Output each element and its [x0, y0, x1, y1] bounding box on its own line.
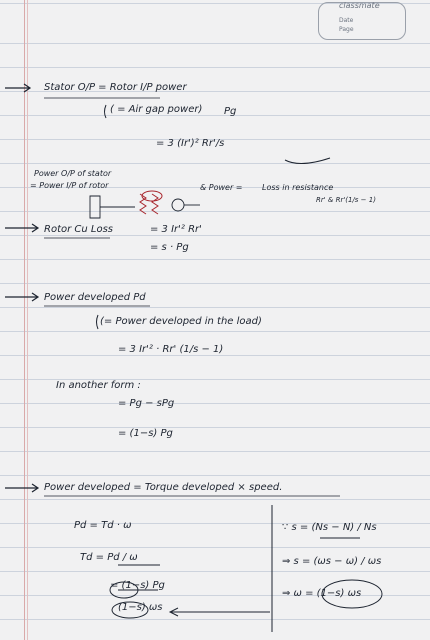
- power-dev-heading: Power developed Pd: [44, 292, 146, 303]
- in-another-form: In another form :: [56, 380, 141, 391]
- left-arrow-icon: [170, 608, 270, 616]
- torque-heading: Power developed = Torque developed × speed.: [44, 482, 283, 493]
- rotor-cu-eq-1: = 3 Ir'² Rr': [150, 224, 202, 235]
- note-line-1: Power O/P of stator: [34, 169, 112, 178]
- air-gap-paren: ( = Air gap power): [110, 104, 203, 115]
- power-dev-paren: (= Power developed in the load): [100, 316, 262, 327]
- arrow-1-icon: [5, 84, 30, 92]
- td-eq-2: = (1−s) Pg: [110, 580, 165, 591]
- slip-def: ∵ s = (Ns − N) / Ns: [282, 522, 377, 533]
- arrow-2-icon: [5, 224, 38, 232]
- page-label: Page: [339, 26, 354, 33]
- power-dev-eq-3: = (1−s) Pg: [118, 428, 173, 439]
- note-loss: Loss in resistance: [262, 183, 334, 192]
- brand-logo: classmate: [339, 1, 380, 10]
- rotor-resistors-sketch: [140, 191, 162, 214]
- rotor-cu-eq-2: = s · Pg: [150, 242, 189, 253]
- stator-heading: Stator O/P = Rotor I/P power: [44, 82, 187, 93]
- pointer-curve: [285, 158, 330, 164]
- power-dev-eq-2: = Pg − sPg: [118, 398, 175, 409]
- note-power-label: & Power =: [200, 183, 243, 192]
- stator-eq-1: = 3 (Ir')² Rr'/s: [156, 138, 225, 149]
- power-dev-eq-1: = 3 Ir'² · Rr' (1/s − 1): [118, 344, 224, 355]
- arrow-3-icon: [5, 293, 38, 301]
- arrow-4-icon: [5, 484, 38, 492]
- slip-omega: ⇒ s = (ωs − ω) / ωs: [282, 556, 382, 567]
- pd-eq: Pd = Td · ω: [74, 520, 132, 531]
- rotor-cu-heading: Rotor Cu Loss: [44, 224, 114, 235]
- note-line-2: = Power I/P of rotor: [30, 181, 109, 190]
- td-eq: Td = Pd / ω: [80, 552, 138, 563]
- date-label: Date: [339, 17, 354, 24]
- omega-result: ⇒ ω = (1−s) ωs: [282, 588, 362, 599]
- pg-symbol: Pg: [224, 106, 237, 117]
- note-loss-2: Rr' & Rr'(1/s − 1): [316, 196, 376, 204]
- td-eq-3: (1−s) ωs: [118, 602, 163, 613]
